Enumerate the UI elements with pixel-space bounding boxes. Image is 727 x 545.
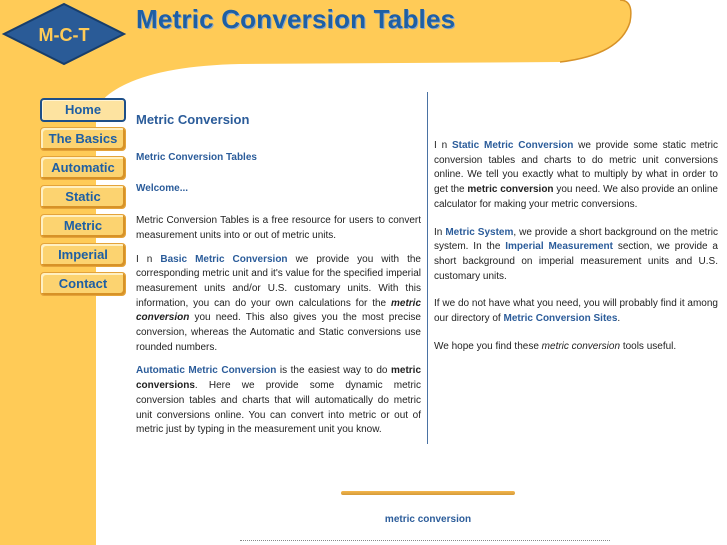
metric-system-link[interactable]: Metric System: [445, 226, 514, 238]
svg-text:M-C-T: M-C-T: [38, 25, 90, 45]
basic-paragraph: I n Basic Metric Conversion we provide you with the corresponding metric unit and it's value for the specified imperial measurement units and/or U.S. customary units. With this information, you can do your own calculations for the metric conversion you need. This also gives you the most precise conversion, whereas the Automatic and Static conversions use rounded numbers.: [136, 253, 422, 353]
left-column: [136, 113, 421, 447]
directory-paragraph: If we do not have what you need, you will probably find it among our directory of Metric Conversion Sites.: [434, 298, 718, 325]
metric-conversion-sites-link[interactable]: Metric Conversion Sites: [503, 313, 618, 325]
automatic-metric-conversion-link[interactable]: Automatic Metric Conversion: [136, 365, 277, 377]
basic-metric-conversion-link[interactable]: Basic Metric Conversion: [160, 253, 288, 265]
footer-divider: [341, 491, 515, 495]
nav-the-basics[interactable]: The Basics: [40, 127, 126, 151]
footer-metric-conversion-link[interactable]: metric conversion: [384, 514, 472, 525]
nav-static[interactable]: Static: [40, 185, 126, 209]
subheading: Metric Conversion Tables: [136, 151, 257, 163]
nav-imperial[interactable]: Imperial: [40, 243, 126, 267]
footer-cutoff-text: [240, 540, 610, 545]
nav-metric[interactable]: Metric: [40, 214, 126, 238]
imperial-measurement-link[interactable]: Imperial Measurement: [505, 241, 613, 253]
welcome-heading: Welcome...: [136, 183, 189, 195]
nav-contact[interactable]: Contact: [40, 272, 126, 296]
static-paragraph: I n Static Metric Conversion we provide some static metric conversion tables and charts to do metric unit conversions online. We tell you exactly what to multiply by what in order to get the metric conversion you need. We also provide an online calculator for making your metric conversions.: [434, 140, 718, 210]
nav-home[interactable]: Home: [40, 98, 126, 122]
intro-paragraph: Metric Conversion Tables is a free resource for users to convert measurement units into or out of metric units.: [136, 215, 421, 241]
automatic-paragraph: Automatic Metric Conversion is the easiest way to do metric conversions. Here we provide some dynamic metric conversion tables and charts that will automatically do metric unit conversions online. You can convert into metric or out of metric just by typing in the measurement unit you know.: [136, 365, 422, 436]
page-heading: Metric Conversion: [136, 112, 250, 127]
closing-paragraph: We hope you find these metric conversion tools useful.: [434, 340, 677, 352]
metric-system-paragraph: In Metric System, we provide a short background on the metric system. In the Imperial Measurement section, we provide a short background on imperial measurement units and U.S. customary units.: [434, 226, 718, 282]
nav-automatic[interactable]: Automatic: [40, 156, 126, 180]
column-divider: [427, 92, 428, 444]
site-title[interactable]: Metric Conversion Tables: [136, 4, 456, 34]
static-metric-conversion-link[interactable]: Static Metric Conversion: [451, 140, 574, 151]
right-column: [434, 139, 718, 363]
